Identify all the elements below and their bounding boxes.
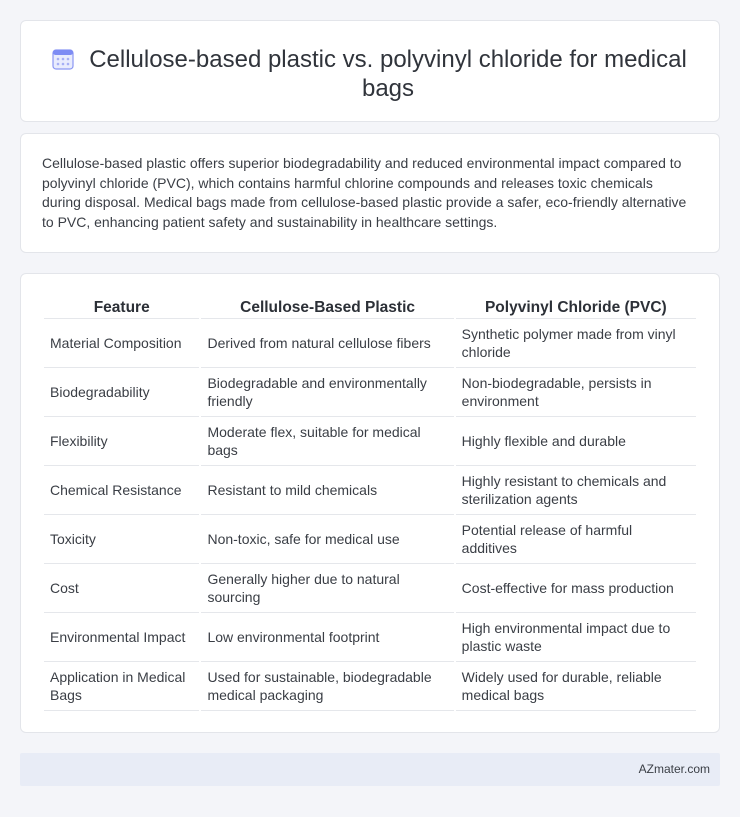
cell-feature: Environmental Impact: [44, 613, 199, 662]
header-feature: Feature: [44, 296, 199, 319]
table-row: [44, 613, 696, 662]
comparison-table: [42, 296, 698, 711]
cell-pvc: Potential release of harmful additives: [456, 515, 696, 564]
summary-paragraph: Cellulose-based plastic offers superior biodegradability and reduced environmental impact compared to polyvinyl chloride (PVC), which contains harmful chlorine compounds and releases toxic chemicals during disposal. Medical bags made from cellulose-based plastic provide a safer, eco-friendly alternative to PVC, enhancing patient safety and sustainability in healthcare settings.: [42, 155, 687, 230]
title-card: [20, 20, 720, 122]
cell-cellulose: Resistant to mild chemicals: [201, 466, 453, 515]
table-row: [44, 564, 696, 613]
cell-pvc: Cost-effective for mass production: [456, 564, 696, 613]
cell-feature: Chemical Resistance: [44, 466, 199, 515]
footer-bar: [20, 753, 720, 786]
comparison-card: [20, 273, 720, 733]
table-row: [44, 515, 696, 564]
table-row: [44, 417, 696, 466]
table-row: [44, 662, 696, 711]
cell-feature: Flexibility: [44, 417, 199, 466]
cell-cellulose: Used for sustainable, biodegradable medical packaging: [201, 662, 453, 711]
cell-cellulose: Moderate flex, suitable for medical bags: [201, 417, 453, 466]
cell-feature: Cost: [44, 564, 199, 613]
cell-cellulose: Low environmental footprint: [201, 613, 453, 662]
cell-pvc: Highly resistant to chemicals and sterilization agents: [456, 466, 696, 515]
page-title: Cellulose-based plastic vs. polyvinyl chloride for medical bags: [89, 46, 687, 102]
cell-feature: Application in Medical Bags: [44, 662, 199, 711]
header-pvc: Polyvinyl Chloride (PVC): [456, 296, 696, 319]
table-row: [44, 319, 696, 368]
cell-cellulose: Derived from natural cellulose fibers: [201, 319, 453, 368]
table-row: [44, 368, 696, 417]
cell-feature: Toxicity: [44, 515, 199, 564]
cell-pvc: Highly flexible and durable: [456, 417, 696, 466]
cell-feature: Material Composition: [44, 319, 199, 368]
cell-cellulose: Generally higher due to natural sourcing: [201, 564, 453, 613]
footer-site-name: AZmater.com: [638, 762, 710, 776]
header-cellulose: Cellulose-Based Plastic: [201, 296, 453, 319]
summary-card: [20, 133, 720, 253]
cell-pvc: High environmental impact due to plastic waste: [456, 613, 696, 662]
cell-pvc: Synthetic polymer made from vinyl chloride: [456, 319, 696, 368]
cell-cellulose: Biodegradable and environmentally friendly: [201, 368, 453, 417]
cell-feature: Biodegradability: [44, 368, 199, 417]
table-header-row: [44, 296, 696, 319]
cell-cellulose: Non-toxic, safe for medical use: [201, 515, 453, 564]
cell-pvc: Widely used for durable, reliable medical bags: [456, 662, 696, 711]
table-row: [44, 466, 696, 515]
cell-pvc: Non-biodegradable, persists in environment: [456, 368, 696, 417]
